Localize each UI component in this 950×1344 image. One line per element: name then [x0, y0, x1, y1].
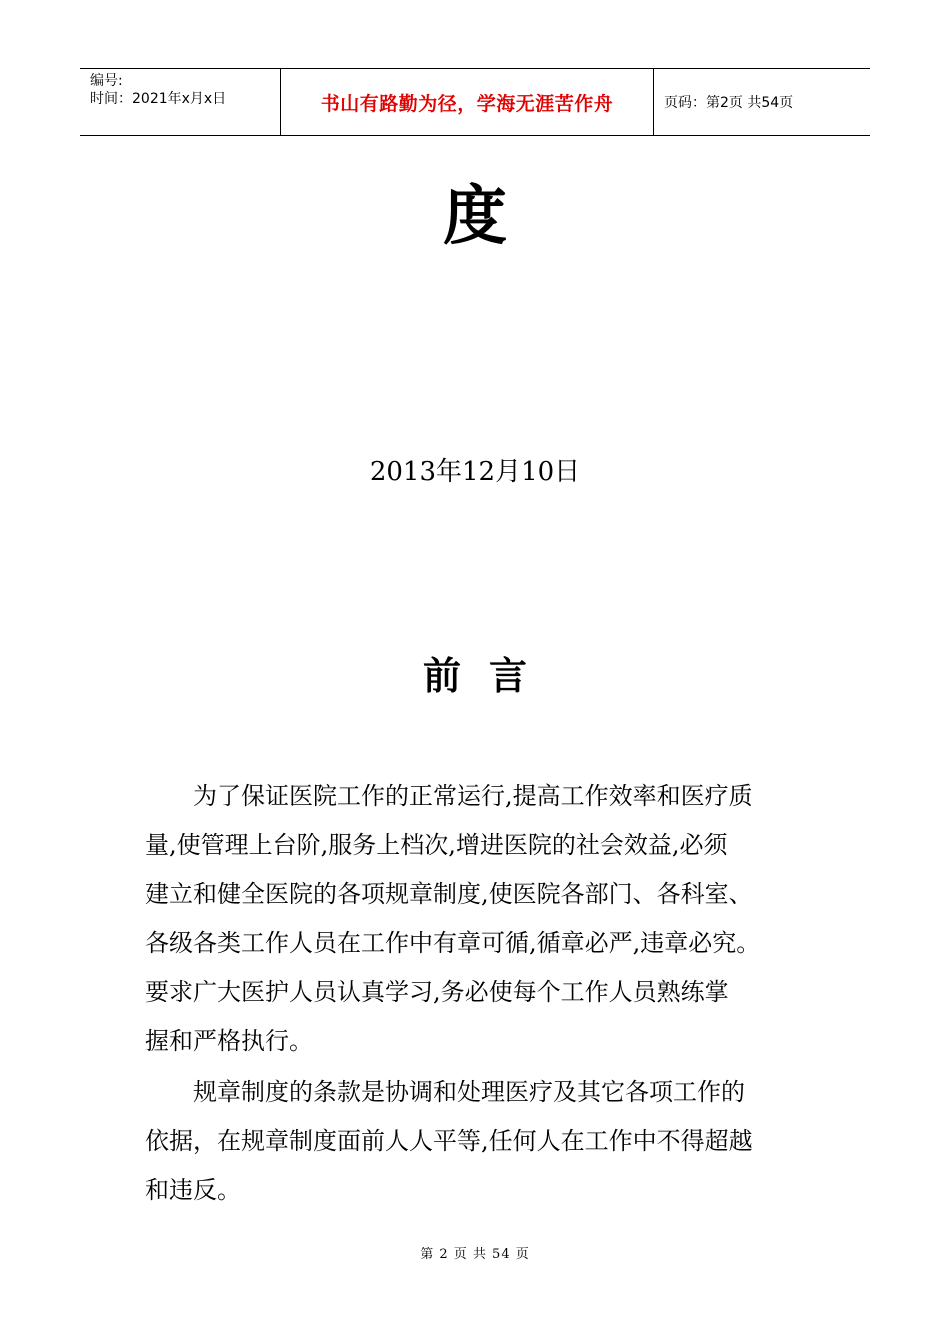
header-page-cell — [654, 69, 870, 135]
header-meta-cell — [80, 69, 281, 135]
document-date: 2013年12月10日 — [369, 457, 581, 487]
header-motto-cell — [281, 69, 654, 135]
motto-text: 书山有路勤为径，学海无涯苦作舟 — [320, 92, 614, 115]
paragraph-line: 量,使管理上台阶,服务上档次,增进医院的社会效益,必须 — [145, 831, 728, 859]
preface-paragraph-2 — [145, 1068, 825, 1215]
paragraph-line: 要求广大医护人员认真学习,务必使每个工作人员熟练掌 — [145, 978, 729, 1006]
preface-paragraph-1 — [145, 772, 825, 1066]
paragraph-line: 建立和健全医院的各项规章制度,使医院各部门、各科室、 — [145, 880, 753, 908]
page-footer: 第 2 页 共 54 页 — [420, 1247, 530, 1262]
paragraph-line: 规章制度的条款是协调和处理医疗及其它各项工作的 — [145, 1078, 745, 1106]
paragraph-line: 握和严格执行。 — [145, 1027, 313, 1055]
time-label: 时间：2021年x月x日 — [90, 91, 227, 107]
document-header — [80, 68, 870, 136]
code-label: 编号: — [90, 73, 123, 89]
heading-char: 度 — [443, 180, 507, 254]
paragraph-line: 各级各类工作人员在工作中有章可循,循章必严,违章必究。 — [145, 929, 761, 957]
preface-title: 前言 — [422, 654, 555, 698]
paragraph-line: 依据，在规章制度面前人人平等,任何人在工作中不得超越 — [145, 1127, 753, 1155]
paragraph-line: 为了保证医院工作的正常运行,提高工作效率和医疗质 — [145, 782, 753, 810]
page-info: 页码：第2页 共54页 — [664, 95, 794, 111]
paragraph-line: 和违反。 — [145, 1176, 241, 1204]
